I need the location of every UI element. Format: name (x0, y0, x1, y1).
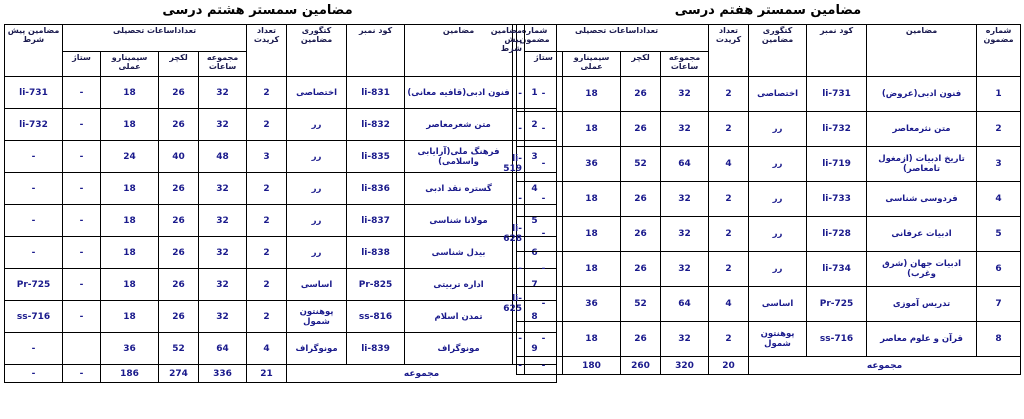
lecture-hours-cell: 26 (621, 182, 661, 217)
table-row (5, 77, 557, 109)
header-credits: تعداد کریدت (709, 25, 749, 77)
seminar-hours-cell: 18 (101, 237, 159, 269)
practicum-hours-cell: - (63, 205, 101, 237)
subject-name-cell: فنون ادبی(عروض) (867, 77, 977, 112)
prerequisite-cell: - (5, 333, 63, 365)
semester-7-title: مضامین سمستر هفتم درسی (674, 3, 862, 18)
row-number-cell: 7 (513, 269, 557, 301)
prerequisite-cell: li-732 (5, 109, 63, 141)
category-cell: اساسی (749, 287, 807, 322)
subject-name-cell: مونوگراف (405, 333, 513, 365)
lecture-hours-cell: 52 (159, 333, 199, 365)
row-number-cell: 6 (513, 237, 557, 269)
semester-8-rows (5, 77, 557, 383)
seminar-hours-cell: 18 (563, 322, 621, 357)
prerequisite-cell: li-625 (517, 287, 525, 322)
total-hours-cell: 32 (661, 77, 709, 112)
practicum-hours-cell: - (525, 77, 563, 112)
category-cell: اساسی (287, 269, 347, 301)
subject-name-cell: تدریس آموزی (867, 287, 977, 322)
total-prereq-cell: - (517, 357, 525, 375)
total-credits-cell: 20 (709, 357, 749, 375)
row-number-cell: 6 (977, 252, 1021, 287)
lecture-hours-cell: 26 (159, 237, 199, 269)
credits-cell: 3 (247, 141, 287, 173)
seminar-hours-cell: 18 (101, 77, 159, 109)
practicum-hours-cell: - (525, 112, 563, 147)
course-code-cell: li-838 (347, 237, 405, 269)
prerequisite-cell: li-628 (517, 217, 525, 252)
prerequisite-cell: - (5, 237, 63, 269)
table-row (517, 77, 1021, 112)
lecture-hours-cell: 26 (159, 205, 199, 237)
total-hours-cell: 32 (661, 182, 709, 217)
lecture-hours-cell: 26 (159, 173, 199, 205)
semester-7-table (490, 24, 1021, 375)
lecture-hours-cell: 26 (159, 109, 199, 141)
row-number-cell: 2 (513, 109, 557, 141)
subject-name-cell: ادبیات جهان (شرق وغرب) (867, 252, 977, 287)
seminar-hours-cell: 36 (101, 333, 159, 365)
header-row-number: شماره مضمون (977, 25, 1021, 77)
category-cell: رر (749, 147, 807, 182)
header-category: کتگوری مضامین (749, 25, 807, 77)
credits-cell: 4 (709, 287, 749, 322)
seminar-hours-cell: 36 (563, 287, 621, 322)
table-row (517, 147, 1021, 182)
subject-name-cell: ادبیات عرفانی (867, 217, 977, 252)
header-prereq: مضامین پیش شرط (5, 25, 63, 77)
course-code-cell: li-837 (347, 205, 405, 237)
total-practicum-cell: - (63, 365, 101, 383)
credits-cell: 2 (709, 322, 749, 357)
total-hours-cell: 32 (199, 205, 247, 237)
semester-7-rows (503, 77, 1021, 375)
table-row (517, 287, 1021, 322)
practicum-hours-cell: - (63, 77, 101, 109)
header-code: کود نمبر (347, 25, 405, 77)
lecture-hours-cell: 26 (621, 217, 661, 252)
table-row (5, 141, 557, 173)
credits-cell: 2 (247, 269, 287, 301)
header-row-number: شماره مضمون (513, 25, 557, 77)
category-cell: اختصاصی (749, 77, 807, 112)
practicum-hours-cell: - (63, 301, 101, 333)
total-hours-cell: 32 (199, 173, 247, 205)
credits-cell: 2 (247, 109, 287, 141)
practicum-hours-cell: - (63, 237, 101, 269)
practicum-hours-cell: - (525, 287, 563, 322)
lecture-hours-cell: 52 (621, 287, 661, 322)
row-number-cell: 1 (977, 77, 1021, 112)
category-cell: رر (287, 173, 347, 205)
header-total-hours: مجموعه ساعات (661, 52, 709, 77)
seminar-hours-cell: 18 (563, 252, 621, 287)
seminar-hours-cell: 18 (101, 301, 159, 333)
header-subject: مضامین (867, 25, 977, 77)
credits-cell: 2 (709, 217, 749, 252)
total-lecture-cell: 274 (159, 365, 199, 383)
total-hours-cell: 32 (199, 269, 247, 301)
header-practicum: ستاژ (525, 52, 563, 77)
total-row (5, 365, 557, 383)
prerequisite-cell: - (5, 141, 63, 173)
subject-name-cell: فنون ادبی(قافیه معانی) (405, 77, 513, 109)
semester-8-table (4, 24, 557, 383)
seminar-hours-cell: 18 (563, 217, 621, 252)
row-number-cell: 3 (977, 147, 1021, 182)
seminar-hours-cell: 18 (563, 77, 621, 112)
prerequisite-cell: - (517, 322, 525, 357)
table-row (517, 112, 1021, 147)
prerequisite-cell: li-731 (5, 77, 63, 109)
credits-cell: 2 (247, 77, 287, 109)
category-cell: رر (287, 109, 347, 141)
course-code-cell: li-832 (347, 109, 405, 141)
row-number-cell: 8 (513, 301, 557, 333)
category-cell: رر (287, 205, 347, 237)
table-row (5, 109, 557, 141)
header-code: کود نمبر (807, 25, 867, 77)
table-row (5, 333, 557, 365)
subject-name-cell: تمدن اسلام (405, 301, 513, 333)
credits-cell: 4 (709, 147, 749, 182)
total-prereq-cell: - (5, 365, 63, 383)
category-cell: اختصاصی (287, 77, 347, 109)
prerequisite-cell: ss-716 (5, 301, 63, 333)
header-lecture: لکچر (159, 52, 199, 77)
row-number-cell: 5 (513, 205, 557, 237)
header-category: کتگوری مضامین (287, 25, 347, 77)
total-row (517, 357, 1021, 375)
prerequisite-cell: Pr-725 (5, 269, 63, 301)
total-label-cell: مجموعه (287, 365, 557, 383)
practicum-hours-cell: - (525, 147, 563, 182)
category-cell: رر (287, 237, 347, 269)
course-code-cell: ss-816 (347, 301, 405, 333)
total-hours-cell: 64 (199, 333, 247, 365)
subject-name-cell: فردوسی شناسی (867, 182, 977, 217)
credits-cell: 2 (247, 301, 287, 333)
header-prereq: مضامین پیش شرط (517, 25, 525, 77)
lecture-hours-cell: 26 (159, 269, 199, 301)
course-code-cell: li-719 (807, 147, 867, 182)
header-hours-group: تعداداساعات تحصیلی (525, 25, 709, 52)
row-number-cell: 9 (513, 333, 557, 365)
seminar-hours-cell: 18 (563, 112, 621, 147)
subject-name-cell: فرهنگ ملی(آرایابی واسلامی) (405, 141, 513, 173)
header-hours-group: تعداداساعات تحصیلی (63, 25, 247, 52)
course-code-cell: li-734 (807, 252, 867, 287)
table-row (5, 301, 557, 333)
category-cell: پوهنتون شمول (749, 322, 807, 357)
table-row (517, 182, 1021, 217)
semester-8-title: مضامین سمستر هشتم درسی (162, 3, 353, 18)
total-seminar-cell: 180 (563, 357, 621, 375)
row-number-cell: 8 (977, 322, 1021, 357)
table-row (517, 217, 1021, 252)
lecture-hours-cell: 26 (621, 112, 661, 147)
category-cell: رر (749, 182, 807, 217)
course-code-cell: li-731 (807, 77, 867, 112)
subject-name-cell: گستره نقد ادبی (405, 173, 513, 205)
category-cell: پوهنتون شمول (287, 301, 347, 333)
total-hours-cell: 32 (199, 109, 247, 141)
total-lecture-cell: 260 (621, 357, 661, 375)
prerequisite-cell: - (5, 205, 63, 237)
practicum-hours-cell: - (63, 173, 101, 205)
seminar-hours-cell: 36 (563, 147, 621, 182)
credits-cell: 2 (247, 173, 287, 205)
total-hours-cell: 32 (199, 237, 247, 269)
practicum-hours-cell: - (63, 141, 101, 173)
lecture-hours-cell: 26 (159, 77, 199, 109)
subject-name-cell: مولانا شناسی (405, 205, 513, 237)
subject-name-cell: بیدل شناسی (405, 237, 513, 269)
lecture-hours-cell: 26 (621, 252, 661, 287)
table-row (517, 322, 1021, 357)
credits-cell: 2 (709, 112, 749, 147)
prerequisite-cell: - (517, 182, 525, 217)
total-hours-cell: 32 (661, 252, 709, 287)
category-cell: رر (287, 141, 347, 173)
practicum-hours-cell: - (525, 217, 563, 252)
table-row (5, 173, 557, 205)
lecture-hours-cell: 26 (621, 77, 661, 112)
row-number-cell: 3 (513, 141, 557, 173)
lecture-hours-cell: 40 (159, 141, 199, 173)
total-hours-cell: 32 (661, 322, 709, 357)
category-cell: رر (749, 112, 807, 147)
total-hours-cell: 32 (661, 217, 709, 252)
course-code-cell: Pr-825 (347, 269, 405, 301)
category-cell: رر (749, 217, 807, 252)
course-code-cell: li-728 (807, 217, 867, 252)
subject-name-cell: متن نثرمعاصر (867, 112, 977, 147)
practicum-hours-cell: - (525, 182, 563, 217)
table-row (5, 205, 557, 237)
subject-name-cell: متن شعرمعاصر (405, 109, 513, 141)
practicum-hours-cell (63, 333, 101, 365)
total-hours-cell: 32 (199, 301, 247, 333)
seminar-hours-cell: 18 (101, 109, 159, 141)
table-row (5, 237, 557, 269)
course-code-cell: li-839 (347, 333, 405, 365)
subject-name-cell: تاریخ ادبیات (ازمغول تامعاصر) (867, 147, 977, 182)
prerequisite-cell: - (517, 77, 525, 112)
practicum-hours-cell: - (525, 322, 563, 357)
header-credits: تعداد کریدت (247, 25, 287, 77)
header-lecture: لکچر (621, 52, 661, 77)
course-code-cell: li-732 (807, 112, 867, 147)
total-hours-cell: 64 (661, 147, 709, 182)
lecture-hours-cell: 26 (159, 301, 199, 333)
total-hours-cell: 32 (199, 77, 247, 109)
seminar-hours-cell: 18 (563, 182, 621, 217)
total-seminar-cell: 186 (101, 365, 159, 383)
total-hours-cell: 32 (661, 112, 709, 147)
course-code-cell: Pr-725 (807, 287, 867, 322)
prerequisite-cell: li-519 (517, 147, 525, 182)
course-code-cell: li-733 (807, 182, 867, 217)
total-label-cell: مجموعه (749, 357, 1021, 375)
course-code-cell: li-831 (347, 77, 405, 109)
header-subject: مضامین (405, 25, 513, 77)
header-practicum: ستاژ (63, 52, 101, 77)
header-total-hours: مجموعه ساعات (199, 52, 247, 77)
credits-cell: 2 (247, 205, 287, 237)
practicum-hours-cell: - (525, 252, 563, 287)
total-practicum-cell: - (525, 357, 563, 375)
course-code-cell: li-835 (347, 141, 405, 173)
table-row (517, 252, 1021, 287)
table-row (5, 269, 557, 301)
seminar-hours-cell: 18 (101, 173, 159, 205)
seminar-hours-cell: 24 (101, 141, 159, 173)
row-number-cell: 4 (513, 173, 557, 205)
seminar-hours-cell: 18 (101, 205, 159, 237)
row-number-cell: 4 (977, 182, 1021, 217)
total-credits-cell: 21 (247, 365, 287, 383)
practicum-hours-cell: - (63, 109, 101, 141)
subject-name-cell: اداره تربیتی (405, 269, 513, 301)
course-code-cell: li-836 (347, 173, 405, 205)
credits-cell: 2 (709, 77, 749, 112)
seminar-hours-cell: 18 (101, 269, 159, 301)
row-number-cell: 7 (977, 287, 1021, 322)
prerequisite-cell: - (517, 112, 525, 147)
course-code-cell: ss-716 (807, 322, 867, 357)
row-number-cell: 2 (977, 112, 1021, 147)
semester-7-panel (490, 0, 1020, 375)
total-hours-cell: 64 (661, 287, 709, 322)
total-total-cell: 320 (661, 357, 709, 375)
credits-cell: 2 (247, 237, 287, 269)
row-number-cell: 1 (513, 77, 557, 109)
category-cell: رر (749, 252, 807, 287)
category-cell: مونوگراف (287, 333, 347, 365)
credits-cell: 2 (709, 182, 749, 217)
total-hours-cell: 48 (199, 141, 247, 173)
lecture-hours-cell: 26 (621, 322, 661, 357)
practicum-hours-cell: - (63, 269, 101, 301)
row-number-cell: 5 (977, 217, 1021, 252)
lecture-hours-cell: 52 (621, 147, 661, 182)
prerequisite-cell: - (5, 173, 63, 205)
prerequisite-cell: - (517, 252, 525, 287)
header-seminar: سیمینارو عملی (101, 52, 159, 77)
total-total-cell: 336 (199, 365, 247, 383)
credits-cell: 2 (709, 252, 749, 287)
header-seminar: سیمینارو عملی (563, 52, 621, 77)
subject-name-cell: قرآن و علوم معاصر (867, 322, 977, 357)
credits-cell: 4 (247, 333, 287, 365)
